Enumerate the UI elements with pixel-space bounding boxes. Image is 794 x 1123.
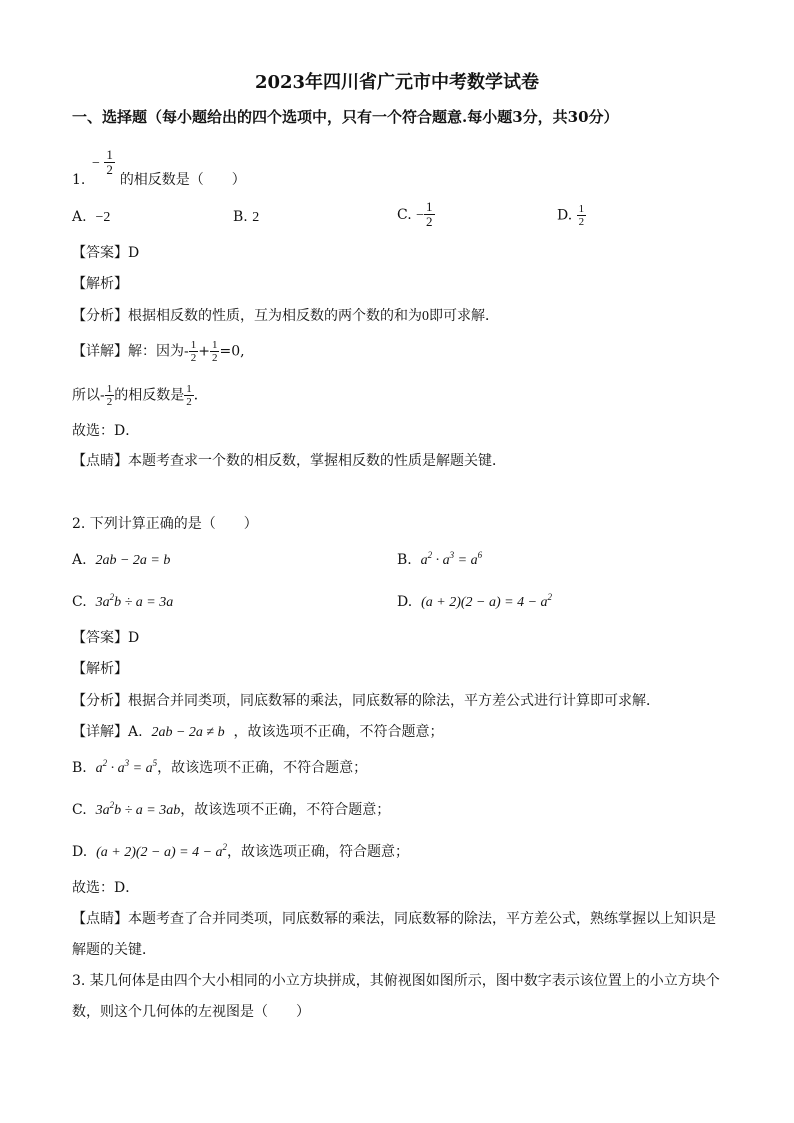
q1-xiangjie: 【详解】解：因为- $\frac{1}{2}$ + $\frac{1}{2}$ =0, (72, 339, 245, 365)
q1-stem-fraction: − $\frac{1}{2}$ (92, 147, 113, 178)
q3-stem-line1: 3. 某几何体是由四个大小相同的小立方块拼成，其俯视图如图所示，图中数字表示该位置上的小立方块个 (72, 973, 720, 989)
q2-stem: 2. 下列计算正确的是（ ） (72, 516, 258, 532)
q1-fenxi: 【分析】根据相反数的性质，互为相反数的两个数的和为0即可求解． (72, 308, 499, 324)
q1-option-a: A. −2 (72, 209, 111, 225)
q2-option-b: B. $a^2 \cdot a^3 = a^6$ (397, 550, 483, 568)
q1-answer: 【答案】D (72, 245, 140, 261)
q1-analysis-label: 【解析】 (72, 276, 128, 292)
q2-choice: 故选：D． (72, 880, 140, 896)
q1-xiangjie-line2: 所以- $\frac{1}{2}$ 的相反数是 $\frac{1}{2}$ ． (72, 383, 208, 409)
q2-dianjing-line2: 解题的关键． (72, 942, 156, 958)
q1-option-b: B. 2 (233, 209, 260, 225)
q2-xiangjie-c: C. $3a^2b \div a = 3ab$，故该选项不正确，不符合题意； (72, 800, 391, 818)
q2-xiangjie-a: 【详解】A. 2ab − 2a ≠ b ，故该选项不正确，不符合题意； (72, 724, 444, 740)
q1-option-c: C. − $\frac{1}{2}$ (397, 199, 433, 230)
q1-fraction: $\frac{1}{2}$ (106, 147, 113, 178)
q2-option-a: A. 2ab − 2a = b (72, 552, 171, 568)
q1-stem: 1. 的相反数是（ ） (72, 172, 246, 188)
q2-option-d: D. $(a + 2)(2 - a) = 4 - a^2$ (397, 592, 553, 610)
q2-fenxi: 【分析】根据合并同类项，同底数幂的乘法，同底数幂的除法，平方差公式进行计算即可求解． (72, 693, 660, 709)
page-title: 2023年四川省广元市中考数学试卷 (254, 72, 540, 93)
q3-stem-line2: 数，则这个几何体的左视图是（ ） (72, 1004, 310, 1020)
q1-dianjing: 【点睛】本题考查求一个数的相反数，掌握相反数的性质是解题关键． (72, 453, 506, 469)
q1-option-d: D. $\frac{1}{2}$ (557, 203, 585, 229)
q2-analysis-label: 【解析】 (72, 661, 128, 677)
q2-xiangjie-b: B. $a^2 \cdot a^3 = a^5$，故该选项不正确，不符合题意； (72, 758, 368, 776)
q2-dianjing: 【点睛】本题考查了合并同类项，同底数幂的乘法，同底数幂的除法，平方差公式，熟练掌握以上知识是 (72, 911, 716, 927)
section-heading: 一、选择题（每小题给出的四个选项中，只有一个符合题意.每小题3分，共30分） (72, 108, 619, 126)
q2-option-c: C. $3a^2b \div a = 3a$ (72, 592, 174, 610)
q2-xiangjie-d: D. $(a + 2)(2 - a) = 4 - a^2$，故该选项正确，符合题意； (72, 842, 410, 860)
q2-answer: 【答案】D (72, 630, 140, 646)
q1-choice: 故选：D． (72, 423, 140, 439)
